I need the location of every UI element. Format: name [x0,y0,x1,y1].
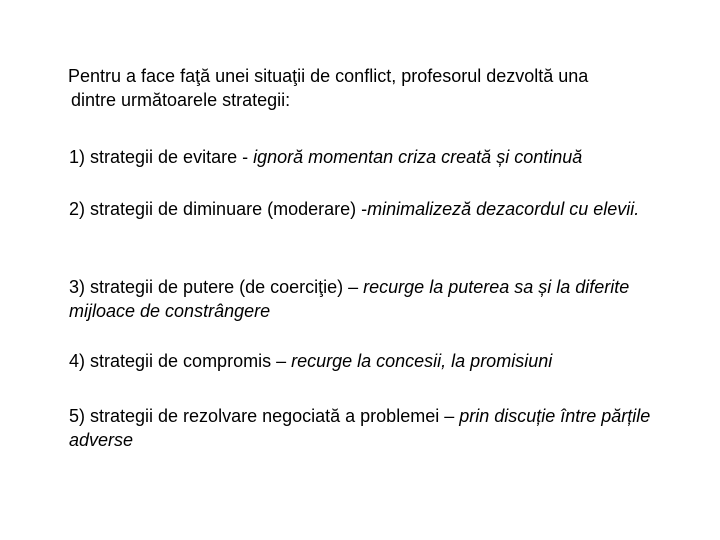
strategy-item-2 [69,197,689,221]
strategy-2-description: minimalizeză dezacordul cu elevii. [367,199,640,219]
strategy-3-description: recurge la puterea sa și la diferite mijloace de constrângere [69,277,630,321]
strategy-item-1 [69,145,689,169]
strategy-item-3 [69,275,689,323]
strategy-1-name: 1) strategii de evitare - [69,147,254,167]
strategy-4-description: recurge la concesii, la promisiuni [291,351,553,371]
strategy-2-name: 2) strategii de diminuare (moderare) - [69,199,368,219]
strategy-5-description: prin discuție între părțile adverse [69,406,651,450]
strategy-5-name: 5) strategii de rezolvare negociată a problemei – [69,406,460,426]
strategy-1-description: ignoră momentan criza creată și continuă [253,147,583,167]
strategy-3-name: 3) strategii de putere (de coerciţie) – [69,277,364,297]
strategy-item-5 [69,404,689,452]
intro-paragraph [68,64,688,112]
strategy-4-name: 4) strategii de compromis – [69,351,292,371]
strategy-item-4 [69,349,689,373]
intro-line-1: Pentru a face faţă unei situaţii de conflict, profesorul dezvoltă una [68,66,589,86]
intro-line-2: dintre următoarele strategii: [71,90,291,110]
